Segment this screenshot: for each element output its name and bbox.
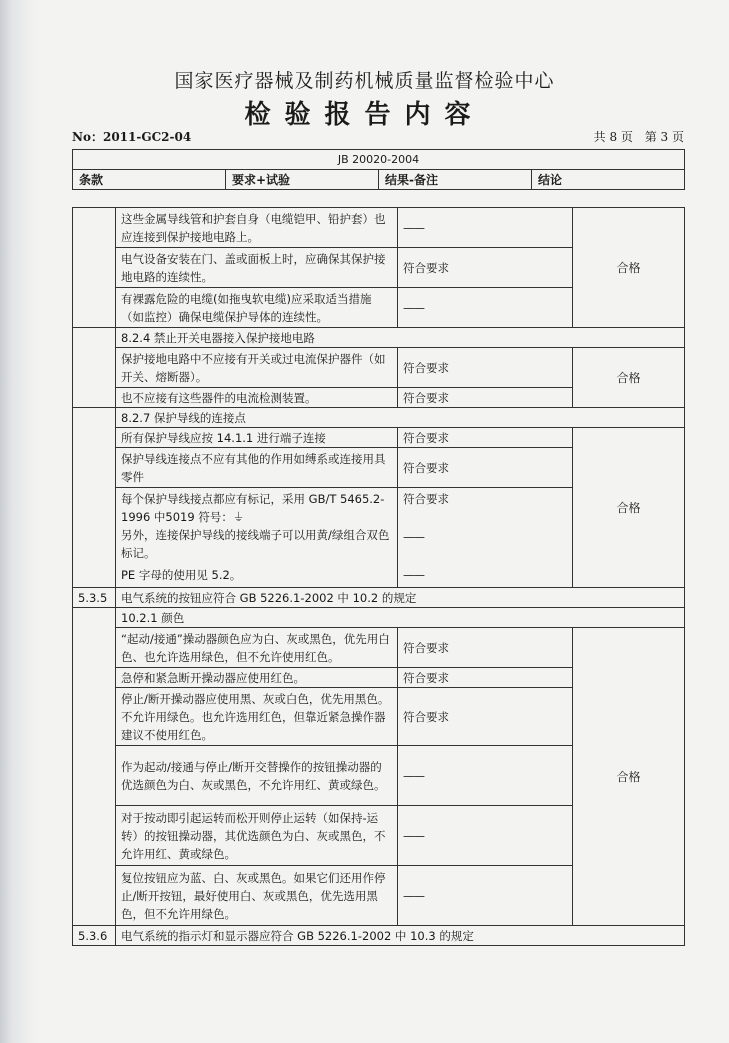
clause-text: 电气系统的指示灯和显示器应符合 GB 5226.1-2002 中 10.3 的规定 (116, 926, 685, 946)
organization-name: 国家医疗器械及制药机械质量监督检验中心 (174, 70, 555, 92)
table-row (73, 208, 685, 248)
inspection-table (72, 207, 685, 946)
report-meta (72, 128, 684, 145)
page-binding-edge (0, 0, 40, 1043)
section-row (73, 328, 685, 348)
section-row (73, 608, 685, 628)
table-row (73, 628, 685, 668)
requirement-cell: 复位按钮应为蓝、白、灰或黑色。如果它们还用作停止/断开按钮，最好使用白、灰或黑色，优先选用黑色，但不允许用绿色。 (116, 866, 398, 926)
requirement-cell: 所有保护导线应按 14.1.1 进行端子连接 (116, 428, 398, 448)
requirement-cell: “起动/接通”操动器颜色应为白、灰或黑色，优先用白色、也允许选用绿色，但不允许使用红色。 (116, 628, 398, 668)
result-text: —— (403, 530, 424, 544)
result-cell: 符合要求 (398, 388, 573, 408)
result-cell: 符合要求 (398, 448, 573, 488)
result-text: —— (403, 568, 424, 582)
conclusion-cell: 合格 (573, 628, 685, 926)
result-cell: 符合要求 (398, 248, 573, 288)
requirement-cell (116, 488, 398, 588)
conclusion-cell: 合格 (573, 348, 685, 408)
requirement-cell: 作为起动/接通与停止/断开交替操作的按钮操动器的优选颜色为白、灰或黑色，不允许用红、黄或绿色。 (116, 746, 398, 806)
section-row (73, 408, 685, 428)
result-cell: —— (398, 746, 573, 806)
clause-number: 5.3.6 (73, 926, 116, 946)
result-cell: 符合要求 (398, 628, 573, 668)
section-heading: 10.2.1 颜色 (116, 608, 685, 628)
result-cell: —— (398, 288, 573, 328)
standard-number: JB 20020-2004 (73, 150, 685, 170)
requirement-text: 每个保护导线接点都应有标记，采用 GB/T 5465.2-1996 中5019 符号：⏚ (121, 492, 385, 524)
result-text: 符合要求 (403, 492, 449, 506)
clause-cell (73, 408, 116, 588)
clause-cell (73, 208, 116, 328)
result-cell: 符合要求 (398, 668, 573, 688)
table-row (73, 428, 685, 448)
result-cell: 符合要求 (398, 348, 573, 388)
requirement-cell: 保护导线连接点不应有其他的作用如缚系或连接用具零件 (116, 448, 398, 488)
requirement-text: 另外，连接保护导线的接线端子可以用黄/绿组合双色标记。 (121, 528, 390, 560)
clause-row (73, 588, 685, 608)
clause-row (73, 926, 685, 946)
requirement-cell: 保护接地电路中不应接有开关或过电流保护器件（如开关、熔断器）。 (116, 348, 398, 388)
requirement-cell: 有裸露危险的电缆(如拖曳软电缆)应采取适当措施（如监控）确保电缆保护导体的连续性。 (116, 288, 398, 328)
requirement-cell: 停止/断开操动器应使用黑、灰或白色，优先用黑色。不允许用绿色。也允许选用红色，但靠近紧急操作器建议不使用红色。 (116, 688, 398, 746)
conclusion-cell: 合格 (573, 428, 685, 588)
column-result: 结果-备注 (379, 170, 532, 190)
report-number: No：2011-GC2-04 (72, 130, 192, 144)
result-cell (398, 488, 573, 588)
table-row (73, 348, 685, 388)
column-requirement: 要求+试验 (226, 170, 379, 190)
result-cell: 符合要求 (398, 688, 573, 746)
result-cell: —— (398, 208, 573, 248)
column-clause: 条款 (73, 170, 226, 190)
table-header (72, 149, 685, 190)
clause-number: 5.3.5 (73, 588, 116, 608)
clause-text: 电气系统的按钮应符合 GB 5226.1-2002 中 10.2 的规定 (116, 588, 685, 608)
conclusion-cell: 合格 (573, 208, 685, 328)
section-heading: 8.2.4 禁止开关电器接入保护接地电路 (116, 328, 685, 348)
clause-cell (73, 608, 116, 926)
page-indicator (586, 128, 684, 145)
result-cell: 符合要求 (398, 428, 573, 448)
requirement-cell: 也不应接有这些器件的电流检测装置。 (116, 388, 398, 408)
report-title: 检验报告内容 (244, 100, 485, 130)
requirement-text: PE 字母的使用见 5.2。 (121, 568, 242, 582)
requirement-cell: 急停和紧急断开操动器应使用红色。 (116, 668, 398, 688)
requirement-cell: 这些金属导线管和护套自身（电缆铠甲、铅护套）也应连接到保护接地电路上。 (116, 208, 398, 248)
column-conclusion: 结论 (532, 170, 685, 190)
requirement-cell: 电气设备安装在门、盖或面板上时，应确保其保护接地电路的连续性。 (116, 248, 398, 288)
requirement-cell: 对于按动即引起运转而松开则停止运转（如保持-运转）的按钮操动器，其优选颜色为白、灰或黑色，不允许用红、黄或绿色。 (116, 806, 398, 866)
result-cell: —— (398, 806, 573, 866)
clause-cell (73, 328, 116, 408)
section-heading: 8.2.7 保护导线的连接点 (116, 408, 685, 428)
current-page: 第 3 页 (644, 130, 684, 144)
result-cell: —— (398, 866, 573, 926)
total-pages: 共 8 页 (593, 130, 633, 144)
